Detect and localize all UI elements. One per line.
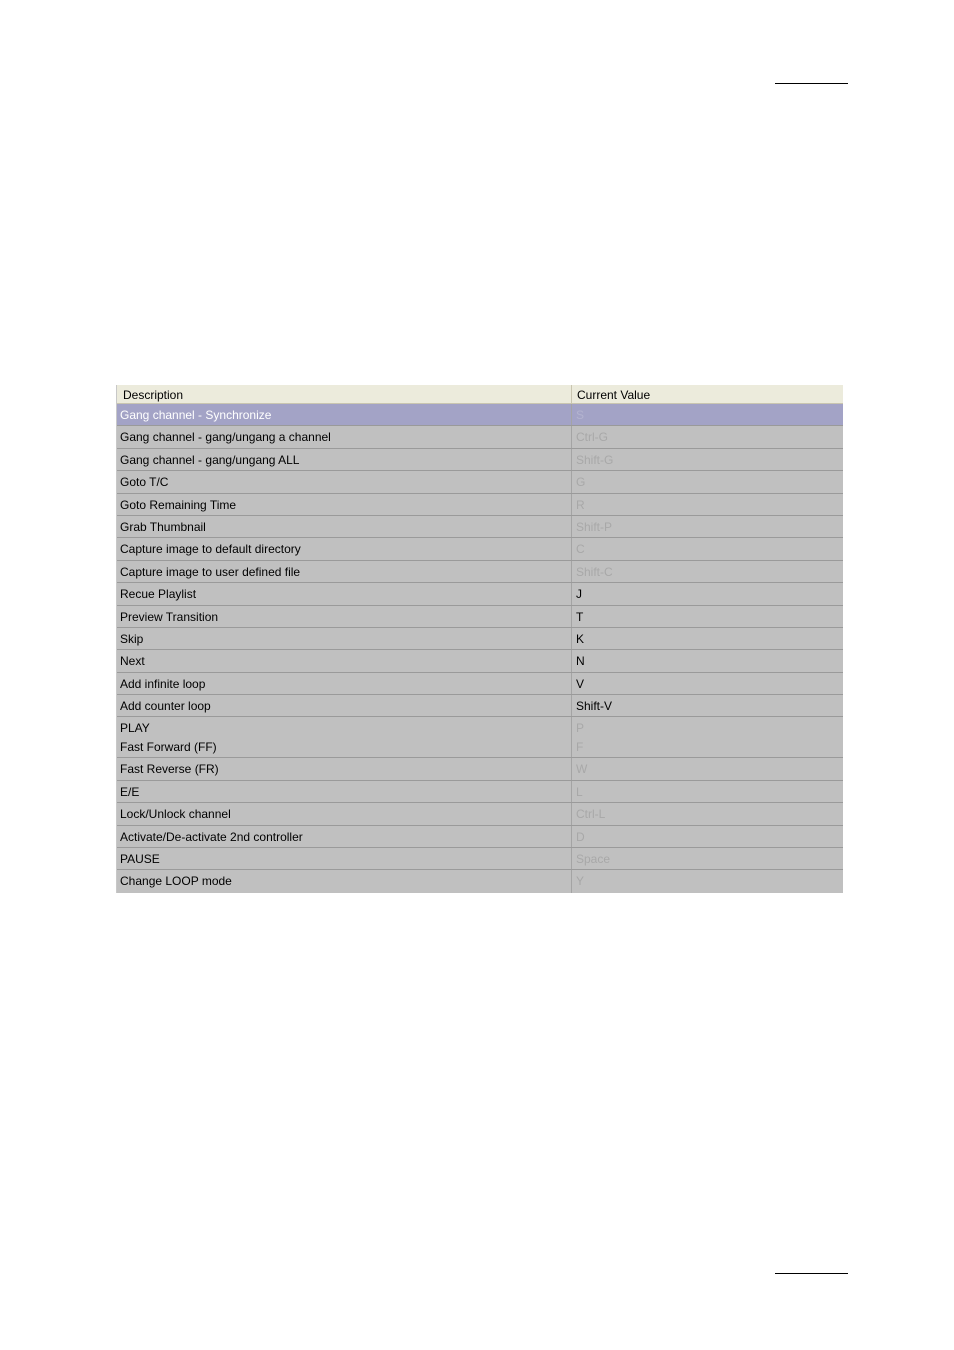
row-value: Shift-P: [576, 519, 613, 534]
row-value-line: F: [576, 740, 584, 755]
table-row[interactable]: [117, 781, 843, 803]
table-row[interactable]: [117, 538, 843, 560]
row-value: J: [576, 587, 582, 602]
row-description: Goto Remaining Time: [117, 494, 572, 515]
row-value-line: P: [576, 721, 585, 736]
table-row[interactable]: [117, 650, 843, 672]
row-value: L: [576, 784, 583, 799]
table-row[interactable]: [117, 803, 843, 825]
row-value: Ctrl-G: [576, 430, 608, 445]
row-value: N: [576, 654, 585, 669]
row-description: Grab Thumbnail: [117, 516, 572, 537]
row-description: E/E: [117, 781, 572, 802]
row-description: Gang channel - gang/ungang ALL: [117, 449, 572, 470]
row-description: Skip: [117, 628, 572, 649]
row-description: [117, 717, 572, 757]
table-body: [117, 404, 843, 717]
row-description: Gang channel - Synchronize: [117, 404, 572, 425]
row-value: Shift-G: [576, 452, 614, 467]
row-description: Lock/Unlock channel: [117, 803, 572, 824]
row-description-line: Fast Forward (FF): [120, 740, 217, 755]
table-row[interactable]: [117, 870, 843, 892]
row-value: Space: [576, 852, 611, 867]
row-description: Next: [117, 650, 572, 671]
header-rule: [775, 83, 848, 84]
row-value: R: [576, 497, 585, 512]
row-description: Recue Playlist: [117, 583, 572, 604]
row-value: S: [576, 408, 585, 422]
row-value: [572, 717, 843, 757]
table-row[interactable]: [117, 471, 843, 493]
table-header: [117, 385, 843, 404]
row-description: Fast Reverse (FR): [117, 758, 572, 779]
row-value: Y: [576, 874, 585, 889]
row-description: Add counter loop: [117, 695, 572, 716]
row-value: W: [576, 762, 588, 777]
row-description: Goto T/C: [117, 471, 572, 492]
row-value: Shift-C: [576, 564, 613, 579]
column-header-current-value[interactable]: Current Value: [577, 388, 651, 402]
row-value: K: [576, 631, 585, 646]
table-row[interactable]: [117, 583, 843, 605]
table-row[interactable]: [117, 628, 843, 650]
row-value: Ctrl-L: [576, 807, 606, 822]
row-value: G: [576, 475, 586, 490]
footer-rule: [775, 1273, 848, 1274]
row-description: Gang channel - gang/ungang a channel: [117, 426, 572, 447]
table-row[interactable]: [117, 695, 843, 717]
table-row[interactable]: [117, 758, 843, 780]
table-row[interactable]: [117, 673, 843, 695]
table-body-continued: [117, 758, 843, 892]
row-description: Capture image to default directory: [117, 538, 572, 559]
table-row[interactable]: [117, 606, 843, 628]
table-row[interactable]: [117, 404, 843, 426]
row-description: Add infinite loop: [117, 673, 572, 694]
table-row[interactable]: [117, 826, 843, 848]
row-description: PAUSE: [117, 848, 572, 869]
table-row-play-ff[interactable]: [117, 717, 843, 758]
row-description: Capture image to user defined file: [117, 561, 572, 582]
row-description: Change LOOP mode: [117, 870, 572, 892]
column-header-description[interactable]: Description: [117, 385, 572, 403]
row-value: T: [576, 609, 584, 624]
table-row[interactable]: [117, 848, 843, 870]
row-value: V: [576, 676, 585, 691]
row-description-line: PLAY: [120, 721, 150, 736]
table-row[interactable]: [117, 449, 843, 471]
row-description: Preview Transition: [117, 606, 572, 627]
shortcut-table: [116, 385, 843, 893]
table-row[interactable]: [117, 516, 843, 538]
row-value: D: [576, 829, 585, 844]
table-row[interactable]: [117, 426, 843, 448]
row-value: C: [576, 542, 585, 557]
table-row[interactable]: [117, 561, 843, 583]
table-row[interactable]: [117, 494, 843, 516]
row-value: Shift-V: [576, 699, 613, 714]
row-description: Activate/De-activate 2nd controller: [117, 826, 572, 847]
